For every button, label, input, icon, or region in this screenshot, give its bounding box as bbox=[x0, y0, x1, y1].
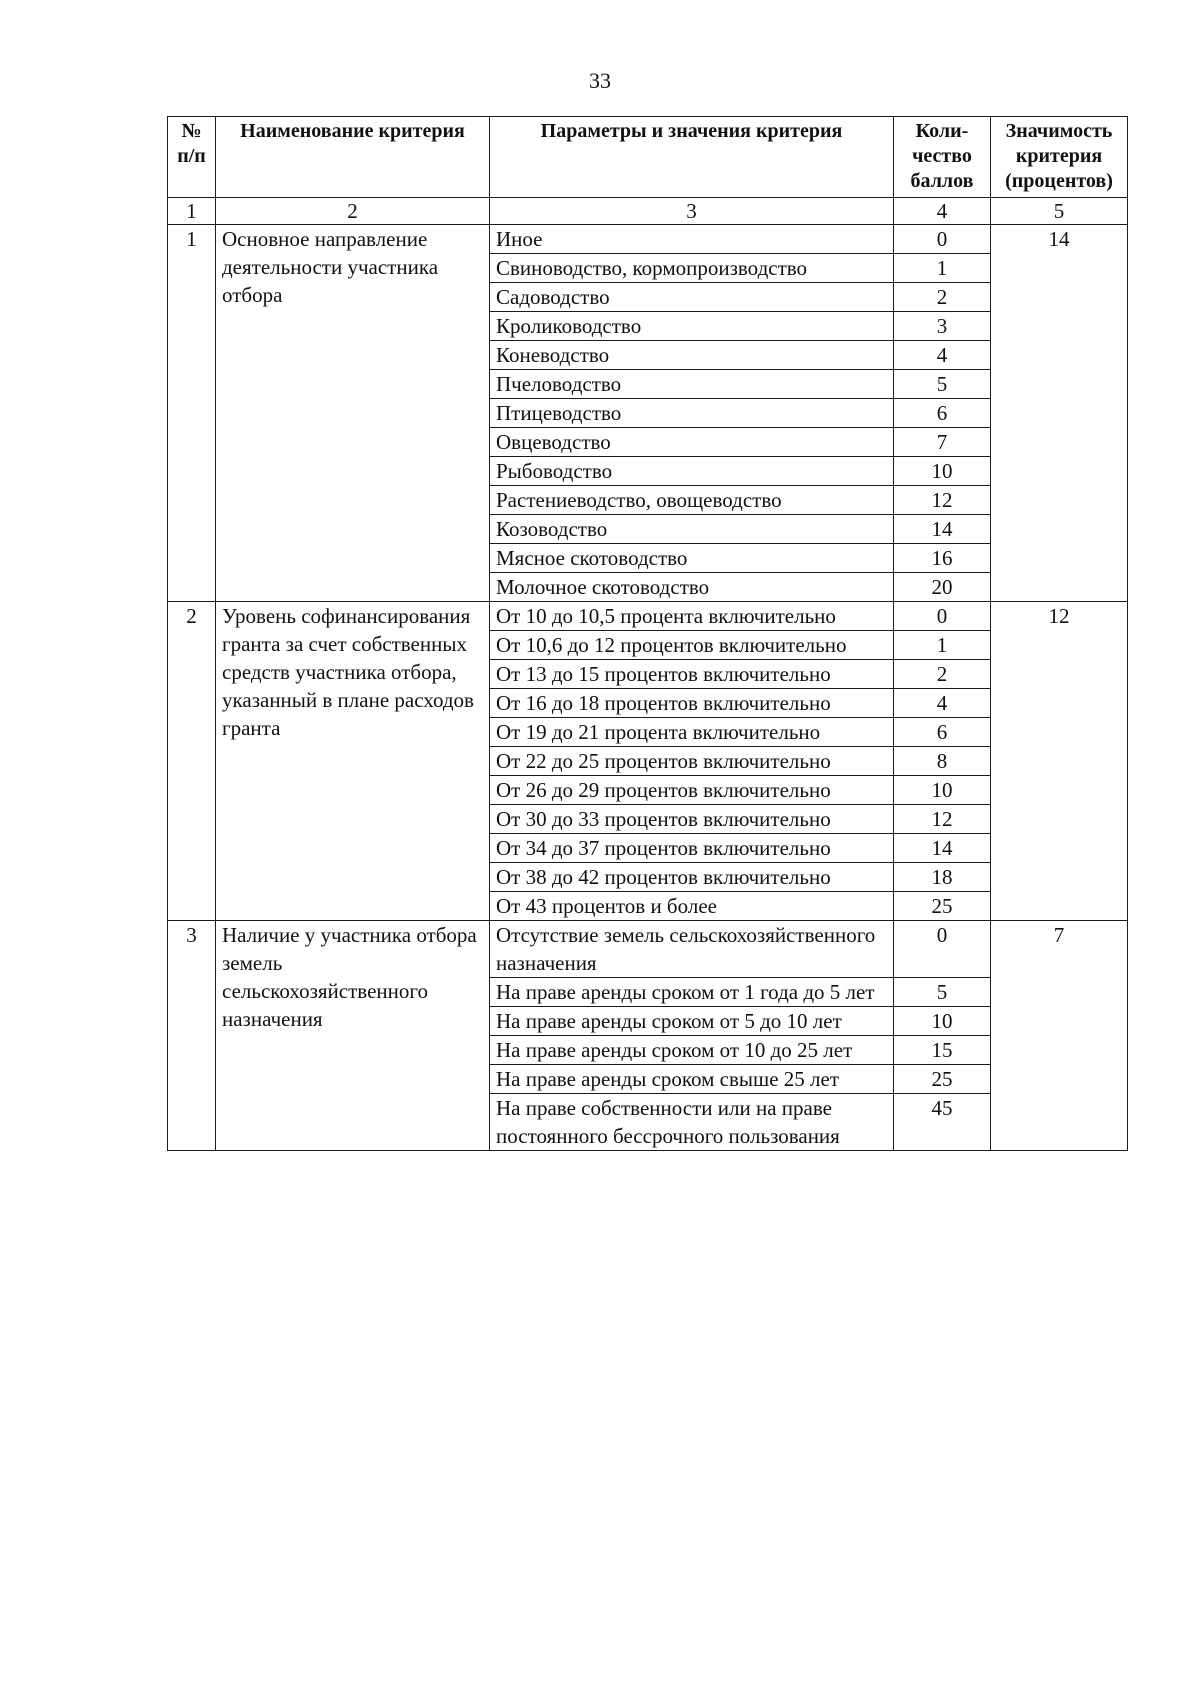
parameter-value: От 16 до 18 процентов включительно bbox=[490, 689, 894, 718]
criterion-weight: 12 bbox=[991, 602, 1128, 921]
header-criterion-name: Наименование критерия bbox=[216, 117, 490, 198]
parameter-value: От 10,6 до 12 процентов включительно bbox=[490, 631, 894, 660]
column-number-row bbox=[168, 198, 1128, 225]
parameter-value: От 10 до 10,5 процента включительно bbox=[490, 602, 894, 631]
score-value: 18 bbox=[894, 863, 991, 892]
score-value: 10 bbox=[894, 776, 991, 805]
score-value: 6 bbox=[894, 718, 991, 747]
parameter-value: Пчеловодство bbox=[490, 370, 894, 399]
column-number: 3 bbox=[490, 198, 894, 225]
score-value: 4 bbox=[894, 341, 991, 370]
parameter-value: Птицеводство bbox=[490, 399, 894, 428]
score-value: 3 bbox=[894, 312, 991, 341]
criterion-name: Наличие у участника отбора земель сельскохозяйственного назначения bbox=[216, 921, 490, 1151]
criterion-weight: 7 bbox=[991, 921, 1128, 1151]
column-number: 5 bbox=[991, 198, 1128, 225]
parameter-value: Рыбоводство bbox=[490, 457, 894, 486]
score-value: 2 bbox=[894, 660, 991, 689]
header-num: № п/п bbox=[168, 117, 216, 198]
score-value: 45 bbox=[894, 1094, 991, 1151]
header-score: Коли-чество баллов bbox=[894, 117, 991, 198]
score-value: 5 bbox=[894, 370, 991, 399]
parameter-value: От 38 до 42 процентов включительно bbox=[490, 863, 894, 892]
score-value: 0 bbox=[894, 602, 991, 631]
score-value: 10 bbox=[894, 1007, 991, 1036]
column-number: 4 bbox=[894, 198, 991, 225]
score-value: 1 bbox=[894, 254, 991, 283]
score-value: 15 bbox=[894, 1036, 991, 1065]
parameter-value: Молочное скотоводство bbox=[490, 573, 894, 602]
parameter-value: На праве аренды сроком от 1 года до 5 лет bbox=[490, 978, 894, 1007]
score-value: 0 bbox=[894, 921, 991, 978]
criteria-table bbox=[167, 197, 1128, 1151]
criterion-number: 3 bbox=[168, 921, 216, 1151]
table-header bbox=[167, 116, 1128, 198]
score-value: 7 bbox=[894, 428, 991, 457]
parameter-value: Садоводство bbox=[490, 283, 894, 312]
score-value: 4 bbox=[894, 689, 991, 718]
column-number: 1 bbox=[168, 198, 216, 225]
score-value: 25 bbox=[894, 892, 991, 921]
parameter-value: От 30 до 33 процентов включительно bbox=[490, 805, 894, 834]
score-value: 14 bbox=[894, 834, 991, 863]
score-value: 20 bbox=[894, 573, 991, 602]
criterion-name: Уровень софинансирования гранта за счет собственных средств участника отбора, указанный в плане расходов гранта bbox=[216, 602, 490, 921]
parameter-value: Иное bbox=[490, 225, 894, 254]
score-value: 16 bbox=[894, 544, 991, 573]
score-value: 5 bbox=[894, 978, 991, 1007]
parameter-value: От 19 до 21 процента включительно bbox=[490, 718, 894, 747]
score-value: 14 bbox=[894, 515, 991, 544]
parameter-value: На праве собственности или на праве постоянного бессрочного пользования bbox=[490, 1094, 894, 1151]
score-value: 6 bbox=[894, 399, 991, 428]
parameter-value: На праве аренды сроком от 10 до 25 лет bbox=[490, 1036, 894, 1065]
parameter-value: На праве аренды сроком свыше 25 лет bbox=[490, 1065, 894, 1094]
score-value: 12 bbox=[894, 805, 991, 834]
parameter-value: Мясное скотоводство bbox=[490, 544, 894, 573]
parameter-value: Коневодство bbox=[490, 341, 894, 370]
page-number: 33 bbox=[589, 68, 611, 93]
score-value: 1 bbox=[894, 631, 991, 660]
criterion-name: Основное направление деятельности участника отбора bbox=[216, 225, 490, 602]
score-value: 25 bbox=[894, 1065, 991, 1094]
parameter-value: От 13 до 15 процентов включительно bbox=[490, 660, 894, 689]
parameter-value: Свиноводство, кормопроизводство bbox=[490, 254, 894, 283]
score-value: 2 bbox=[894, 283, 991, 312]
table-row bbox=[168, 921, 1128, 978]
table-row bbox=[168, 602, 1128, 631]
score-value: 0 bbox=[894, 225, 991, 254]
column-number: 2 bbox=[216, 198, 490, 225]
header-parameters: Параметры и значения критерия bbox=[490, 117, 894, 198]
table-row bbox=[168, 225, 1128, 254]
parameter-value: Козоводство bbox=[490, 515, 894, 544]
criterion-number: 2 bbox=[168, 602, 216, 921]
score-value: 8 bbox=[894, 747, 991, 776]
parameter-value: Растениеводство, овощеводство bbox=[490, 486, 894, 515]
parameter-value: Отсутствие земель сельскохозяйственного назначения bbox=[490, 921, 894, 978]
criterion-number: 1 bbox=[168, 225, 216, 602]
parameter-value: От 22 до 25 процентов включительно bbox=[490, 747, 894, 776]
parameter-value: На праве аренды сроком от 5 до 10 лет bbox=[490, 1007, 894, 1036]
parameter-value: От 26 до 29 процентов включительно bbox=[490, 776, 894, 805]
parameter-value: От 34 до 37 процентов включительно bbox=[490, 834, 894, 863]
score-value: 10 bbox=[894, 457, 991, 486]
score-value: 12 bbox=[894, 486, 991, 515]
parameter-value: Овцеводство bbox=[490, 428, 894, 457]
header-weight: Значимость критерия (процентов) bbox=[991, 117, 1128, 198]
parameter-value: От 43 процентов и более bbox=[490, 892, 894, 921]
criterion-weight: 14 bbox=[991, 225, 1128, 602]
parameter-value: Кролиководство bbox=[490, 312, 894, 341]
